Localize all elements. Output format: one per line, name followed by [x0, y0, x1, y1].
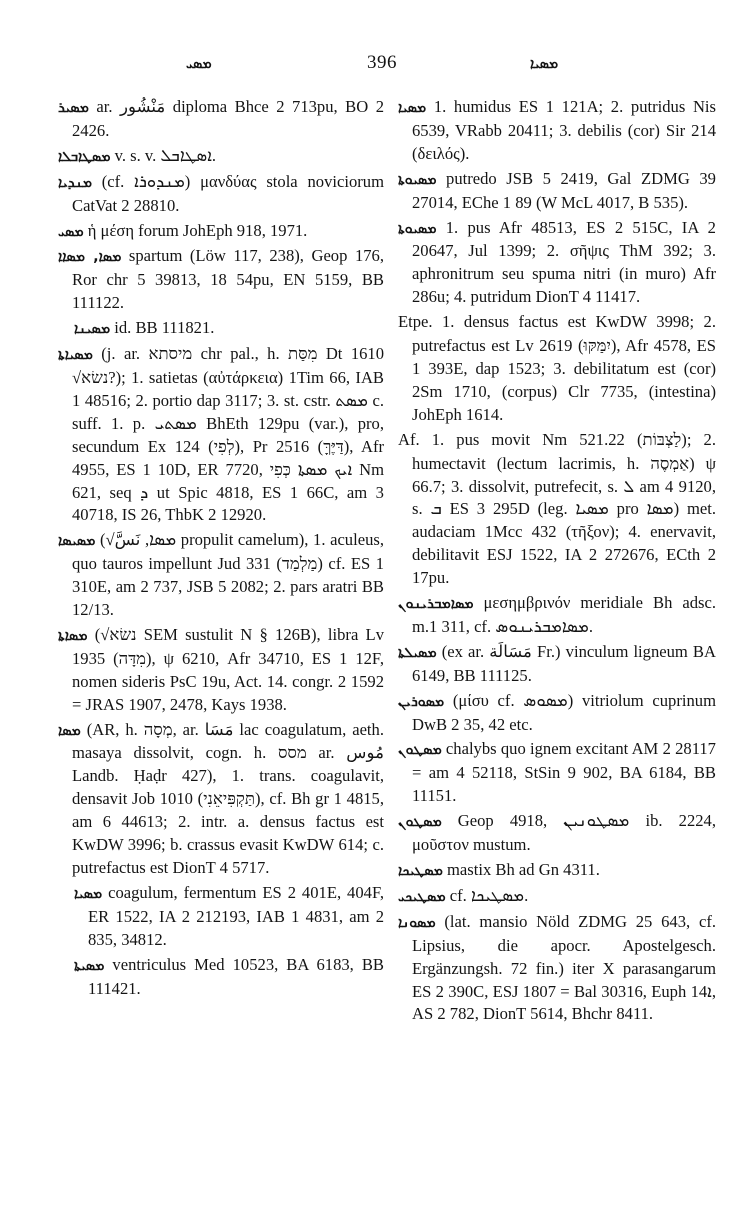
entry-text: (cf. ܡܢܕܘܪܐ) μανδύας stola noviciorum CatVat 2 28810. [72, 171, 384, 215]
dictionary-entry [58, 145, 384, 169]
dictionary-entry [398, 738, 716, 808]
entry-text: (AR, h. מְסָה, ar. مَسَا lac coagulatum, aeth. masaya dissolvit, cogn. h. מסס ar. مُوس Landb. Ḥaḍr 427), 1. trans. coagulavit, densavit Job 1010 (תַּקְפִּיאֵנִי), cf. Bh gr 1 4815, am 6 44613; 2. intr. a. densus factus est KwDW 3996; b. crassus evasit KwDW 614; c. putrefactus est DionT 4 5717. [72, 719, 385, 877]
dictionary-entry [398, 217, 716, 310]
entry-headword: ܡܣܐܡܒܪܝܢܘܢ [398, 596, 474, 613]
entry-headword: ܡܣܐ [58, 722, 81, 739]
header-right-word: ܡܣܝܐ [530, 56, 559, 72]
entry-headword: ܡܣܛܘܢ [398, 742, 442, 759]
entry-text: (√נשׂא SEM sustulit N § 126B), libra Lv 1935 (מִדָּה), ψ 6210, Afr 34710, ES 1 12F, nomen sideris PsC 19u, Act. 14. congr. 2 1592 = JRAS 1907, 2478, Kays 1938. [72, 624, 384, 714]
entry-headword: ܡܣܝܣܐ [58, 533, 96, 550]
entry-text: mastix Bh ad Gn 4311. [447, 860, 600, 879]
dictionary-entry [58, 343, 384, 527]
entry-text: putredo JSB 5 2419, Gal ZDMG 39 27014, EChe 1 89 (W McL 4017, B 535). [412, 168, 716, 212]
dictionary-entry [398, 911, 716, 1027]
entry-headword: ܡܣܝܪ [58, 100, 89, 116]
entry-headword: ܡܣܝܐܬܐ [58, 347, 93, 364]
entry-text: Af. 1. pus movit Nm 521.22 (לַצְבּוֹת); 2. humectavit (lectum lacrimis, h. אַמְסֶה) ψ 66.7; 3. dissolvit, putrefecit, s. ܠ am 4 9120, s. ܒ ES 3 295D (leg. ܡܣܝܐ pro ܡܣܐ) met. audaciam 1Mcc 432 (τῆξον); 4. enervavit, debilitavit ESJ 1522, IA 2 272676, ECth 2 17pu. [398, 429, 717, 588]
entry-text: (μίσυ cf. ܡܣܘܣ) vitriolum cuprinum DwB 2 35, 42 etc. [412, 690, 716, 734]
page-number: 396 [367, 52, 397, 73]
dictionary-entry [58, 529, 384, 622]
entry-text: (√ܡܣܐ, نَسَّ propulit camelum), 1. aculeus, quo tauros impellunt Jud 331 (מַלְמַד) cf. ES 1 310E, am 2 737, JSB 5 2082; 2. pars aratri BB 12/13. [72, 530, 384, 620]
entry-headword: ܡܣܘܢܐ [398, 914, 436, 931]
entry-headword: ܡܣܝܐ [398, 100, 427, 116]
dictionary-entry [58, 719, 384, 880]
entry-text: μεσημβρινόν meridiale Bh adsc. m.1 311, cf. ܡܣܐܡܒܪܝܢܘܣ. [412, 593, 716, 636]
left-column [58, 96, 384, 1002]
right-column [398, 96, 716, 1028]
entry-text: ἡ μέση forum JohEph 918, 1971. [87, 220, 308, 240]
dictionary-entry [58, 245, 384, 315]
header-left-word: ܡܣܝ [186, 56, 212, 72]
entry-headword: ܡܣܝܘܬܐ [398, 171, 437, 188]
entry-text: (lat. mansio Nöld ZDMG 25 643, cf. Lipsius, die apocr. Apostelgesch. Ergänzungsh. 72 fin.) iter X parasangarum ES 2 390C, ESJ 1807 = Bal 30316, Euph ܐ14, AS 2 782, DionT 5614, Bhchr 8411. [412, 911, 716, 1024]
dictionary-entry [398, 592, 716, 639]
entry-headword: ܡܣܝ [58, 223, 84, 240]
entry-headword: ܡܣܘܪܝܢ [398, 693, 445, 710]
entry-text: spartum (Löw 117, 238), Geop 176, Ror chr 5 39813, 18 54pu, EN 5159, BB 111122. [72, 246, 384, 313]
entry-headword: ܡܣܝܘܬܐ [398, 220, 437, 237]
entry-headword: ܡܣܐܬܐ [58, 627, 88, 644]
entry-headword: ܡܣܝܐ [74, 885, 103, 902]
dictionary-entry [398, 810, 716, 857]
entry-text: 1. humidus ES 1 121A; 2. putridus Nis 6539, VRabb 20411; 3. debilis (cor) Sir 214 (δειλός). [412, 97, 716, 163]
entry-text: (ex ar. مَسَالَة Fr.) vinculum ligneum BA 6149, BB 111125. [412, 641, 716, 685]
entry-text: v. s. v. ܐܣܛܐܒܠ. [114, 145, 217, 165]
entry-text: Etpe. 1. densus factus est KwDW 3998; 2. putrefactus est Lv 2619 (יִמַּקּוּ), Afr 4578, ES 1 393E, dap 1523; 3. debilitatum est (cor) 2Sm 1710, (corpus) Clr 7735, (intestina) JohEph 1614. [398, 312, 716, 424]
entry-text: id. BB 111821. [114, 318, 215, 338]
entry-text: cf. ܡܣܛܝܟܐ. [449, 885, 529, 905]
entry-text: chalybs quo ignem excitant AM 2 28117 = am 4 52118, StSin 9 902, BA 6184, BB 11151. [412, 739, 716, 806]
entry-text: Geop 4918, ܡܣܛܘܢܝܢ ib. 2224, μοῦστον mustum. [412, 811, 716, 855]
dictionary-entry [58, 220, 384, 244]
entry-headword: ܡܣܝܬܐ [74, 957, 105, 974]
dictionary-entry [398, 690, 716, 737]
dictionary-entry [398, 859, 716, 883]
entry-headword: ܡܢܕܝܐ [58, 174, 92, 191]
dictionary-subentry [58, 954, 384, 1001]
entry-headword: ܡܣܝܠܬܐ [398, 644, 437, 661]
dictionary-entry [398, 429, 716, 590]
entry-text: coagulum, fermentum ES 2 401E, 404F, ER 1522, IA 2 212193, IAB 1 4831, am 2 835, 34812. [88, 882, 384, 949]
entry-headword: ܡܣܛܝܟܐ [398, 863, 443, 879]
dictionary-entry [58, 171, 384, 218]
entry-headword: ܡܣܛܐܒܠܐ [58, 148, 111, 165]
dictionary-entry [58, 96, 384, 143]
dictionary-entry [398, 885, 716, 909]
dictionary-subentry [58, 317, 384, 341]
entry-headword: ܡܣܛܘܢ [398, 814, 442, 831]
dictionary-entry [398, 641, 716, 688]
entry-text: (j. ar. מיסתא chr pal., h. מִסַּת Dt 1610 √נשׂא?); 1. satietas (αὐτάρκεια) 1Tim 66, IAB 1 48516; 2. portio dap 3117; 3. st. cstr. ܡܣܬ c. suff. 1. p. ܡܣܬܝ BhEth 129pu (var.), pro, secundum Ex 124 (לְפִי), Pr 2516 (דַּיֶּךָּ), Afr 4955, ES 1 10D, ER 7720, ܐܝܟ ܡܣܬܐ כְּפִי Nm 621, seq ܕ ut Spic 4818, ES 1 66C, am 3 40718, IS 26, ThbK 2 12920. [72, 344, 385, 525]
running-header [0, 52, 750, 82]
entry-headword: ܡܣܛܝܟܝ [398, 888, 446, 905]
dictionary-entry [58, 624, 384, 717]
entry-headword: ܡܣܐ, ܡܣܐܐ [58, 249, 122, 266]
entry-text: ventriculus Med 10523, BA 6183, BB 111421. [88, 954, 384, 998]
dictionary-entry [398, 168, 716, 215]
entry-text: 1. pus Afr 48513, ES 2 515C, IA 2 20647, Jul 1399; 2. σῆψις ThM 392; 3. aphronitrum seu spuma nitri (in muro) Afr 286u; 4. putridum DionT 4 11417. [412, 217, 716, 307]
dictionary-entry [398, 96, 716, 166]
dictionary-subentry [58, 882, 384, 952]
dictionary-entry [398, 311, 716, 427]
entry-headword: ܡܣܝܢܐ [74, 321, 111, 338]
entry-text: ar. مَنْشُور diploma Bhce 2 713pu, BO 2 2426. [72, 97, 384, 140]
